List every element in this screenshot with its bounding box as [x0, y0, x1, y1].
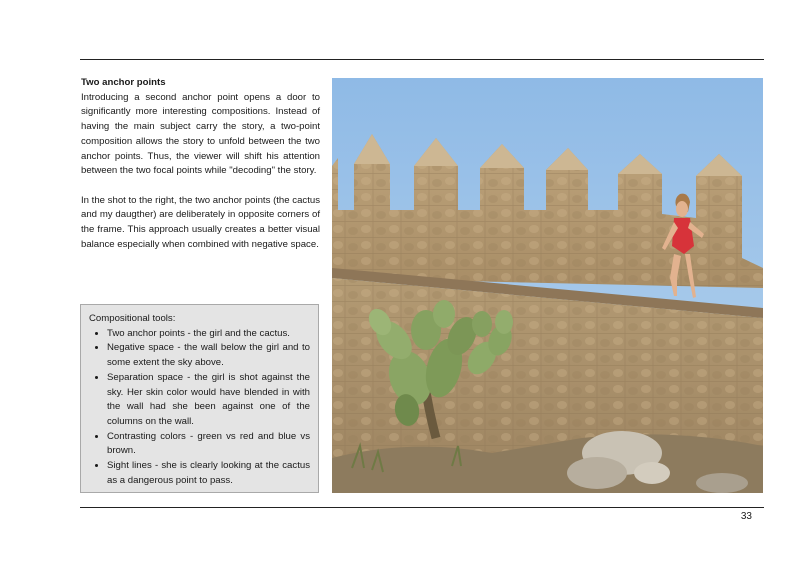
castle-wall-photo [332, 78, 763, 493]
tools-title: Compositional tools: [89, 313, 176, 324]
tools-list-item: • Two anchor points - the girl and the cactus. [107, 327, 310, 342]
tools-list [89, 327, 310, 489]
tools-list-item: • Sight lines - she is clearly looking at the cactus as a dangerous point to pass. [107, 459, 310, 488]
article-paragraph: Introducing a second anchor point opens a door to significantly more interesting compositions. Instead of having the main subject carry the story, a two-point composition allows the story to unfold between the two anchor points. Thus, the viewer will shift his attention between the two focal points while "decoding" the story. [81, 91, 320, 177]
page-number: 33 [740, 511, 752, 522]
article-heading: Two anchor points [81, 77, 166, 88]
compositional-tools-box [80, 304, 319, 493]
tools-list-item: • Contrasting colors - green vs red and blue vs brown. [107, 430, 310, 459]
top-rule [80, 59, 764, 60]
article-paragraph: In the shot to the right, the two anchor points (the cactus and my daugther) are deliberately in opposite corners of the frame. This approach usually creates a better visual balance especially when combined with negative space. [81, 194, 320, 250]
article-text [81, 76, 320, 252]
bottom-rule [80, 507, 764, 508]
tools-list-item: • Negative space - the wall below the girl and to some extent the sky above. [107, 341, 310, 370]
tools-list-item: • Separation space - the girl is shot against the sky. Her skin color would have blended in with the wall had she been against one of the columns on the wall. [107, 371, 310, 430]
